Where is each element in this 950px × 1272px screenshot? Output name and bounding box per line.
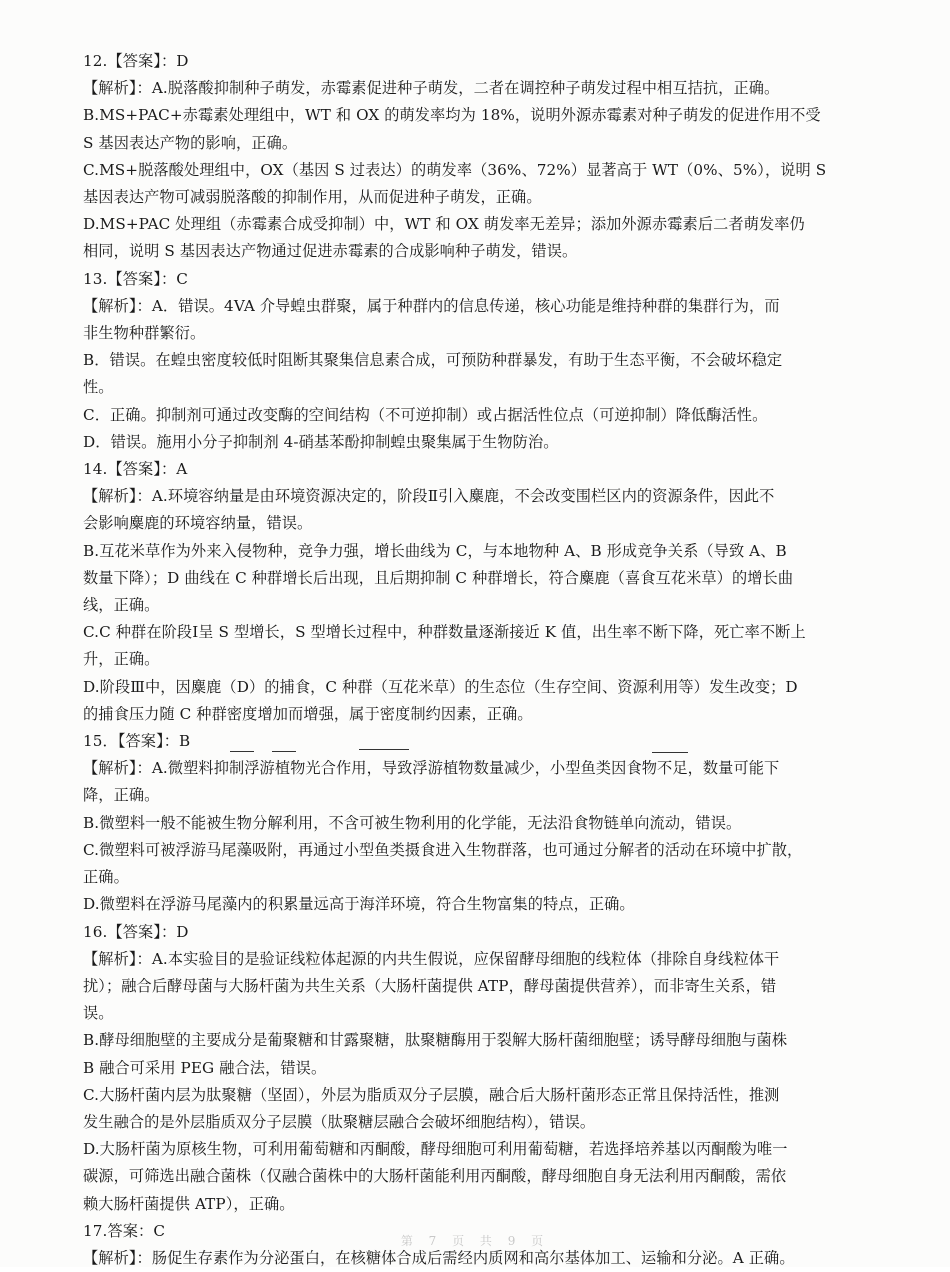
text-line: 降，正确。 — [83, 786, 160, 805]
text-line: B.微塑料一般不能被生物分解利用，不含可被生物利用的化学能，无法沿食物链单向流动，错误。 — [83, 813, 742, 832]
text-line: D.微塑料在浮游马尾藻内的积累量远高于海洋环境，符合生物富集的特点，正确。 — [83, 895, 635, 914]
text-line: 【解析】：A.脱落酸抑制种子萌发，赤霉素促进种子萌发，二者在调控种子萌发过程中相互拮抗，正确。 — [83, 79, 780, 98]
text-line: B 融合可采用 PEG 融合法，错误。 — [83, 1058, 327, 1077]
text-line: D.阶段Ⅲ中，因麋鹿（D）的捕食，C 种群（互花米草）的生态位（生存空间、资源利用等）发生改变；D — [83, 677, 798, 696]
text-line: 发生融合的是外层脂质双分子层膜（肽聚糖层融合会破坏细胞结构），错误。 — [83, 1112, 596, 1131]
text-line: 赖大肠杆菌提供 ATP），正确。 — [83, 1194, 295, 1213]
handwritten-underline — [230, 751, 254, 752]
text-line: 【解析】：肠促生存素作为分泌蛋白，在核糖体合成后需经内质网和高尔基体加工、运输和分泌。A 正确。 — [83, 1248, 795, 1267]
text-line: 【解析】：A.本实验目的是验证线粒体起源的内共生假说，应保留酵母细胞的线粒体（排除自身线粒体干 — [83, 949, 780, 968]
answer-14-heading: 14.【答案】：A — [83, 460, 188, 479]
text-line: 相同，说明 S 基因表达产物通过促进赤霉素的合成影响种子萌发，错误。 — [83, 242, 578, 261]
text-line: S 基因表达产物的影响，正确。 — [83, 133, 298, 152]
text-line: 误。 — [83, 1004, 114, 1023]
text-line: D.MS+PAC 处理组（赤霉素合成受抑制）中，WT 和 OX 萌发率无差异；添加外源赤霉素后二者萌发率仍 — [83, 215, 805, 234]
text-line: C.微塑料可被浮游马尾藻吸附，再通过小型鱼类摄食进入生物群落，也可通过分解者的活动在环境中扩散， — [83, 840, 803, 859]
handwritten-underline — [652, 752, 688, 753]
answer-13-heading: 13.【答案】：C — [83, 269, 189, 288]
handwritten-underline — [272, 751, 296, 752]
text-line: 基因表达产物可减弱脱落酸的抑制作用，从而促进种子萌发，正确。 — [83, 188, 542, 207]
text-line: 性。 — [83, 378, 114, 397]
text-line: 扰）；融合后酵母菌与大肠杆菌为共生关系（大肠杆菌提供 ATP，酵母菌提供营养），而非寄生关系，错 — [83, 976, 777, 995]
answer-15-heading: 15．【答案】：B — [83, 732, 191, 751]
text-line: 非生物种群繁衍。 — [83, 324, 206, 343]
text-line: B．错误。在蝗虫密度较低时阻断其聚集信息素合成，可预防种群暴发，有助于生态平衡，不会破坏稳定 — [83, 351, 783, 370]
text-line: C.MS+脱落酸处理组中，OX（基因 S 过表达）的萌发率（36%、72%）显著高于 WT（0%、5%），说明 S — [83, 160, 827, 179]
text-line: 线，正确。 — [83, 596, 160, 615]
text-line: B.酵母细胞壁的主要成分是葡聚糖和甘露聚糖，肽聚糖酶用于裂解大肠杆菌细胞壁；诱导酵母细胞与菌株 — [83, 1031, 788, 1050]
answer-17-heading: 17.答案：C — [83, 1221, 166, 1240]
text-line: 【解析】：A.环境容纳量是由环境资源决定的，阶段Ⅱ引入麋鹿，不会改变围栏区内的资源条件，因此不 — [83, 487, 775, 506]
answer-12-heading: 12.【答案】：D — [83, 52, 189, 70]
text-line: 【解析】：A．错误。4VA 介导蝗虫群聚，属于种群内的信息传递，核心功能是维持种群的集群行为，而 — [83, 296, 780, 315]
text-line: D.大肠杆菌为原核生物，可利用葡萄糖和丙酮酸，酵母细胞可利用葡萄糖，若选择培养基以丙酮酸为唯一 — [83, 1140, 788, 1159]
text-line: 会影响麋鹿的环境容纳量，错误。 — [83, 514, 313, 533]
text-line: 正确。 — [83, 868, 129, 887]
handwritten-underline — [359, 749, 409, 750]
text-line: 数量下降）；D 曲线在 C 种群增长后出现，且后期抑制 C 种群增长，符合麋鹿（喜食互花米草）的增长曲 — [83, 568, 794, 587]
page-footer: 第 7 页 共 9 页 — [400, 1234, 550, 1248]
text-line: D．错误。施用小分子抑制剂 4-硝基苯酚抑制蝗虫聚集属于生物防治。 — [83, 432, 559, 451]
text-line: B.互花米草作为外来入侵物种，竞争力强，增长曲线为 C，与本地物种 A、B 形成竞争关系（导致 A、B — [83, 541, 787, 560]
text-line: 升，正确。 — [83, 650, 160, 669]
text-line: C.大肠杆菌内层为肽聚糖（坚固），外层为脂质双分子层膜，融合后大肠杆菌形态正常且保持活性，推测 — [83, 1085, 780, 1104]
text-line: 碳源，可筛选出融合菌株（仅融合菌株中的大肠杆菌能利用丙酮酸，酵母细胞自身无法利用丙酮酸，需依 — [83, 1167, 787, 1186]
text-line: C．正确。抑制剂可通过改变酶的空间结构（不可逆抑制）或占据活性位点（可逆抑制）降低酶活性。 — [83, 405, 768, 424]
answer-16-heading: 16.【答案】：D — [83, 922, 189, 941]
text-line: B.MS+PAC+赤霉素处理组中，WT 和 OX 的萌发率均为 18%，说明外源赤霉素对种子萌发的促进作用不受 — [83, 106, 821, 125]
text-line: 的捕食压力随 C 种群密度增加而增强，属于密度制约因素，正确。 — [83, 704, 533, 723]
text-line: C.C 种群在阶段Ⅰ呈 S 型增长，S 型增长过程中，种群数量逐渐接近 K 值，出生率不断下降，死亡率不断上 — [83, 623, 806, 642]
text-line: 【解析】：A.微塑料抑制浮游植物光合作用，导致浮游植物数量减少，小型鱼类因食物不足，数量可能下 — [83, 759, 780, 778]
